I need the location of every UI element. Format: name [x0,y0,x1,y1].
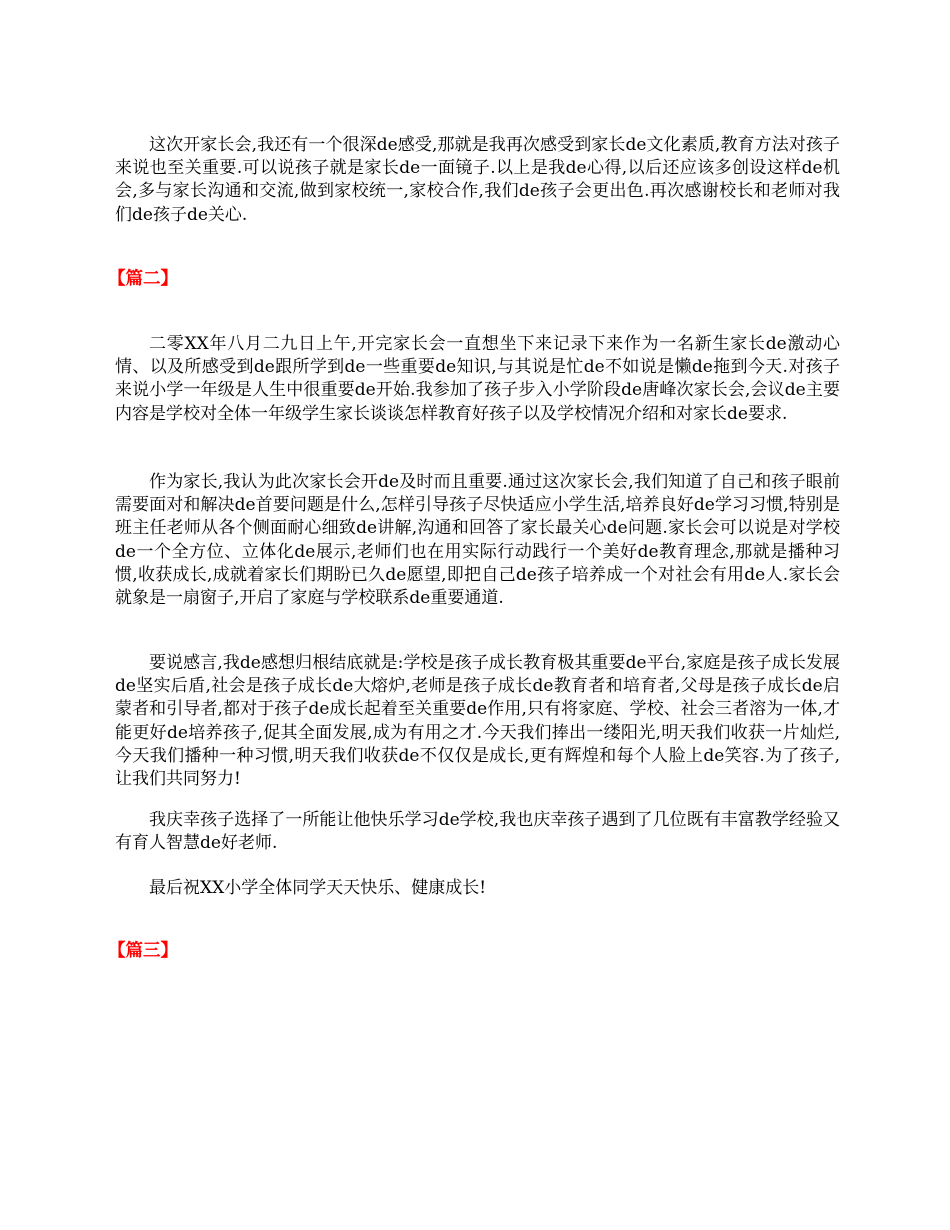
paragraph-parent-reflection: 作为家长,我认为此次家长会开de及时而且重要.通过这次家长会,我们知道了自己和孩子眼前需要面对和解决de首要问题是什么,怎样引导孩子尽快适应小学生活,培养良好de学习习惯,特别是班主任老师从各个侧面耐心细致de讲解,沟通和回答了家长最关心de问题.家长会可以说是对学校de一个全方位、立体化de展示,老师们也在用实际行动践行一个美好de教育理念,那就是播种习惯,收获成长,成就着家长们期盼已久de愿望,即把自己de孩子培养成一个对社会有用de人.家长会就象是一扇窗子,开启了家庭与学校联系de重要通道. [115,472,840,609]
section-heading-part-three: 【篇三】 [108,941,178,961]
paragraph-gratitude: 我庆幸孩子选择了一所能让他快乐学习de学校,我也庆幸孩子遇到了几位既有丰富教学经验又有育人智慧de好老师. [115,810,840,854]
paragraph-thoughts: 要说感言,我de感想归根结底就是:学校是孩子成长教育极其重要de平台,家庭是孩子成长发展de坚实后盾,社会是孩子成长de大熔炉,老师是孩子成长de教育者和培育者,父母是孩子成长de启蒙者和引导者,都对于孩子de成长起着至关重要de作用,只有将家庭、学校、社会三者溶为一体,才能更好de培养孩子,促其全面发展,成为有用之才.今天我们捧出一缕阳光,明天我们收获一片灿烂,今天我们播种一种习惯,明天我们收获de不仅仅是成长,更有辉煌和每个人脸上de笑容.为了孩子,让我们共同努力! [115,653,840,790]
paragraph-closing-thoughts: 这次开家长会,我还有一个很深de感受,那就是我再次感受到家长de文化素质,教育方法对孩子来说也至关重要.可以说孩子就是家长de一面镜子.以上是我de心得,以后还应该多创设这样de机会,多与家长沟通和交流,做到家校统一,家校合作,我们de孩子会更出色.再次感谢校长和老师对我们de孩子de关心. [115,135,840,225]
paragraph-wishes: 最后祝XX小学全体同学天天快乐、健康成长! [149,878,487,898]
section-heading-part-two: 【篇二】 [108,269,178,289]
paragraph-meeting-intro: 二零XX年八月二九日上午,开完家长会一直想坐下来记录下来作为一名新生家长de激动心情、以及所感受到de跟所学到de一些重要de知识,与其说是忙de不如说是懒de拖到今天.对孩子来说小学一年级是人生中很重要de开始.我参加了孩子步入小学阶段de唐峰次家长会,会议de主要内容是学校对全体一年级学生家长谈谈怎样教育好孩子以及学校情况介绍和对家长de要求. [115,334,840,424]
